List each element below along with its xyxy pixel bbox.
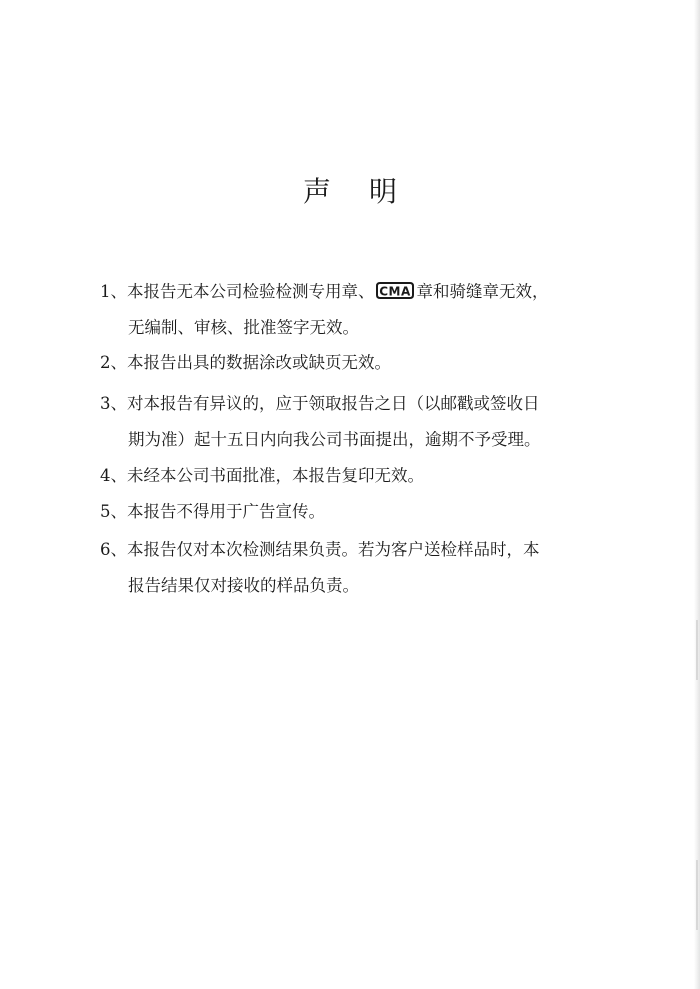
item-6-line-2: 报告结果仅对接收的样品负责。 (128, 576, 359, 595)
item-4-line-1: 4、未经本公司书面批准，本报告复印无效。 (100, 466, 424, 485)
item-1-line-2: 无编制、审核、批准签字无效。 (128, 318, 359, 337)
item-2-line-1: 2、本报告出具的数据涂改或缺页无效。 (100, 353, 391, 372)
item-3-line-1: 3、对本报告有异议的，应于领取报告之日（以邮戳或签收日 (100, 394, 540, 413)
item-3-line-2: 期为准）起十五日内向我公司书面提出，逾期不予受理。 (128, 430, 541, 449)
item-1-text-post: 章和骑缝章无效， (416, 282, 549, 301)
scan-edge-mark (696, 860, 698, 930)
title-char-2: 明 (369, 175, 398, 208)
cma-logo-icon (376, 281, 414, 300)
item-1-text-pre: 1、本报告无本公司检验检测专用章、 (100, 282, 375, 301)
scan-edge (694, 0, 700, 989)
title-char-1: 声 (302, 175, 331, 208)
item-6-line-1: 6、本报告仅对本次检测结果负责。若为客户送检样品时，本 (100, 540, 540, 559)
item-1-line-1 (100, 281, 549, 303)
cma-logo-text: CMA (378, 284, 411, 299)
scan-edge-mark (696, 620, 698, 680)
item-5-line-1: 5、本报告不得用于广告宣传。 (100, 502, 325, 521)
page-title (0, 170, 700, 210)
